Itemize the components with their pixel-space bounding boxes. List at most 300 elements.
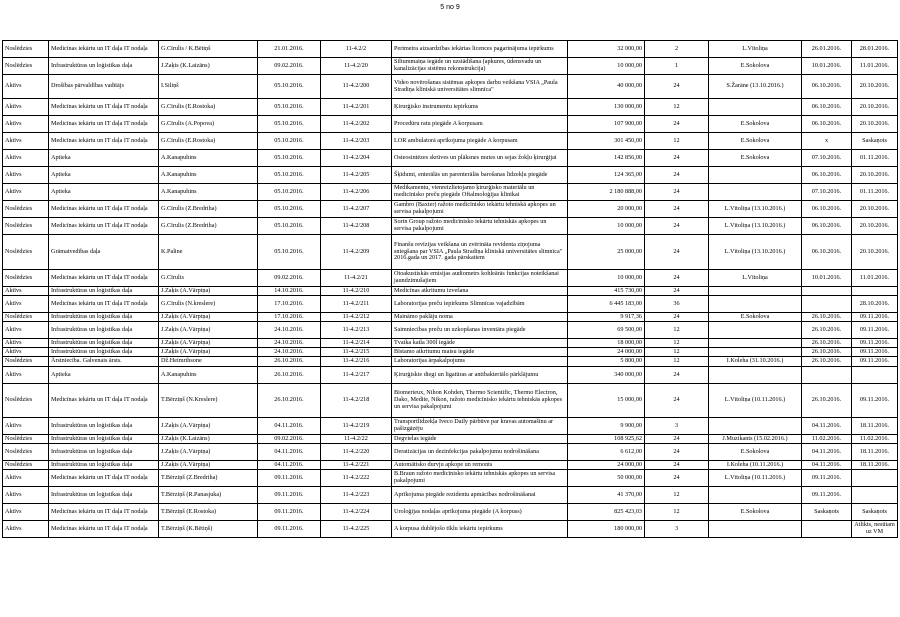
date-sent-cell: 04.11.2016. [802,418,852,435]
reference-number-cell: 11-4.2/217 [321,367,392,384]
department-cell: Medicīnas iekārtu un IT daļa IT nodaļa [49,99,159,116]
table-row [3,58,898,75]
duration-months-cell: 12 [645,348,709,357]
amount-cell: 301 450,00 [568,133,645,150]
duration-months-cell: 24 [645,116,709,133]
reference-number-cell: 11-4.2/214 [321,339,392,348]
date-cell: 05.10.2016. [258,116,321,133]
responsible-person-cell: T.Bērziņš (R.Panasjuka) [159,487,258,504]
amount-cell: 9 917,36 [568,313,645,322]
date-sent-cell: 06.10.2016. [802,218,852,235]
date-cell: 26.10.2016. [258,384,321,418]
status-cell: Aktīvs [3,322,49,339]
duration-months-cell: 12 [645,504,709,521]
procurement-subject-cell: Medicīnas atkritumu izvešana [392,287,568,296]
duration-months-cell: 24 [645,184,709,201]
table-row [3,470,898,487]
assigned-person-cell: E.Sokolova [709,133,802,150]
responsible-person-cell: I.Siliņš [159,75,258,99]
procurement-subject-cell: Biomerieux, Nihon Kohden, Thermo Scientific, Thermo Electron, Dako, Medite, Nikon, ražoto medicīnisko iekārtu tehniskās apkopes un servisa pakalpojumi [392,384,568,418]
date-cell: 09.02.2016. [258,58,321,75]
status-cell: Noslēdzies [3,235,49,270]
amount-cell: 10 000,00 [568,58,645,75]
status-cell: Noslēdzies [3,461,49,470]
assigned-person-cell [709,296,802,313]
date-sent-cell: x [802,133,852,150]
date-sent-cell: 10.01.2016. [802,270,852,287]
duration-months-cell: 36 [645,296,709,313]
status-cell: Aktīvs [3,487,49,504]
procurement-subject-cell: Laboratorijas preču iepirkums Slimnīcas vajadzībām [392,296,568,313]
table-row [3,99,898,116]
duration-months-cell: 24 [645,461,709,470]
date-sent-cell: 06.10.2016. [802,235,852,270]
date-approved-cell: 20.10.2016. [852,201,898,218]
department-cell: Aptieka [49,150,159,167]
date-cell: 05.10.2016. [258,167,321,184]
responsible-person-cell: G.Cīrulis (Z.Bredriha) [159,201,258,218]
responsible-person-cell: J.Zaķis (A.Vārpiņa) [159,313,258,322]
responsible-person-cell: J.Zaķis (K.Laizāns) [159,58,258,75]
table-row [3,339,898,348]
duration-months-cell: 24 [645,435,709,444]
department-cell: Medicīnas iekārtu un IT daļa IT nodaļa [49,116,159,133]
responsible-person-cell: A.Kanapuhins [159,184,258,201]
duration-months-cell: 12 [645,339,709,348]
duration-months-cell: 24 [645,470,709,487]
date-approved-cell: 20.10.2016. [852,167,898,184]
table-row [3,444,898,461]
duration-months-cell: 12 [645,133,709,150]
status-cell: Aktīvs [3,521,49,538]
date-cell: 26.10.2016. [258,357,321,367]
responsible-person-cell: J.Zaķis (A.Vārpiņa) [159,418,258,435]
date-cell: 26.10.2016. [258,367,321,384]
responsible-person-cell: J.Zaķis (A.Vārpiņa) [159,444,258,461]
status-cell: Noslēdzies [3,218,49,235]
amount-cell: 6 445 183,00 [568,296,645,313]
date-approved-cell: 28.10.2016. [852,296,898,313]
status-cell: Aktīvs [3,116,49,133]
reference-number-cell: 11-4.2/206 [321,184,392,201]
status-cell: Noslēdzies [3,357,49,367]
procurement-register-table [2,40,898,538]
reference-number-cell: 11-4.2/201 [321,99,392,116]
responsible-person-cell: A.Kanapuhins [159,167,258,184]
table-row [3,384,898,418]
amount-cell: 40 000,00 [568,75,645,99]
reference-number-cell: 11-4.2/207 [321,201,392,218]
date-approved-cell: 09.11.2016. [852,348,898,357]
procurement-subject-cell: Deratizācijas un dezinfekcijas pakalpojumu nodrošināšana [392,444,568,461]
date-approved-cell: 28.01.2016. [852,41,898,58]
responsible-person-cell: G.Cīrulis (A.Popova) [159,116,258,133]
date-approved-cell: 18.11.2016. [852,418,898,435]
reference-number-cell: 11-4.2/219 [321,418,392,435]
date-approved-cell: 18.11.2016. [852,461,898,470]
date-approved-cell: 01.11.2016. [852,150,898,167]
reference-number-cell: 11-4.2/205 [321,167,392,184]
responsible-person-cell: G.Cīrulis (Z.Bredriha) [159,218,258,235]
date-cell: 09.02.2016. [258,435,321,444]
responsible-person-cell: K.Paline [159,235,258,270]
date-cell: 09.11.2016. [258,504,321,521]
procurement-subject-cell: Maināmo paklāju noma [392,313,568,322]
status-cell: Noslēdzies [3,41,49,58]
date-cell: 05.10.2016. [258,184,321,201]
responsible-person-cell: G.Cīrulis / K.Bētiņš [159,41,258,58]
table-row [3,348,898,357]
assigned-person-cell: J.Muzikants (15.02.2016.) [709,435,802,444]
table-row [3,167,898,184]
date-sent-cell: 09.11.2016. [802,470,852,487]
date-approved-cell [852,470,898,487]
date-approved-cell: Saskaņots [852,504,898,521]
duration-months-cell: 12 [645,322,709,339]
status-cell: Noslēdzies [3,201,49,218]
department-cell: Medicīnas iekārtu un IT daļa IT nodaļa [49,270,159,287]
date-sent-cell: 04.11.2016. [802,461,852,470]
date-cell: 05.10.2016. [258,75,321,99]
table-row [3,313,898,322]
reference-number-cell: 11-4.2/216 [321,357,392,367]
procurement-subject-cell: Video novērošanas sistēmas apkopes darbu veikšana VSIA „Paula Stradiņa klīniskā universitātes slimnīca" [392,75,568,99]
status-cell: Noslēdzies [3,270,49,287]
assigned-person-cell [709,184,802,201]
reference-number-cell: 11-4.2/224 [321,504,392,521]
date-sent-cell: 26.10.2016. [802,384,852,418]
status-cell: Noslēdzies [3,444,49,461]
department-cell: Medicīnas iekārtu un IT daļa IT nodaļa [49,201,159,218]
procurement-subject-cell: Ķirurģisko instrumentu iepirkums [392,99,568,116]
department-cell: Infrastruktūras un loģistikas daļa [49,435,159,444]
date-approved-cell [852,487,898,504]
table-row [3,201,898,218]
assigned-person-cell: E.Sokolova [709,504,802,521]
department-cell: Infrastruktūras un loģistikas daļa [49,58,159,75]
table-row [3,218,898,235]
date-sent-cell: 10.01.2016. [802,58,852,75]
date-sent-cell: 26.10.2016. [802,357,852,367]
amount-cell: 108 925,62 [568,435,645,444]
duration-months-cell: 24 [645,167,709,184]
procurement-subject-cell: Degvielas iegāde [392,435,568,444]
amount-cell: 415 730,00 [568,287,645,296]
table-row [3,116,898,133]
duration-months-cell: 24 [645,270,709,287]
status-cell: Noslēdzies [3,384,49,418]
duration-months-cell: 24 [645,287,709,296]
date-approved-cell: 11.02.2016. [852,435,898,444]
assigned-person-cell: L.Vītoliņa (13.10.2016.) [709,201,802,218]
table-row [3,287,898,296]
date-cell: 09.11.2016. [258,487,321,504]
page-number: 5 no 9 [440,4,460,11]
assigned-person-cell: L.Vītoliņa (13.10.2016.) [709,235,802,270]
responsible-person-cell: J.Zaķis (A.Vārpiņa) [159,287,258,296]
reference-number-cell: 11-4.2/223 [321,487,392,504]
date-approved-cell: 11.01.2016. [852,270,898,287]
amount-cell: 107 900,00 [568,116,645,133]
table-row [3,487,898,504]
amount-cell: 5 800,00 [568,357,645,367]
duration-months-cell: 2 [645,41,709,58]
status-cell: Aktīvs [3,339,49,348]
department-cell: Medicīnas iekārtu un IT daļa IT nodaļa [49,521,159,538]
date-sent-cell [802,287,852,296]
department-cell: Medicīnas iekārtu un IT daļa IT nodaļa [49,384,159,418]
department-cell: Ārstniecība. Galvenais ārsts. [49,357,159,367]
procurement-subject-cell: Automātisko durvju apkope un remonts [392,461,568,470]
responsible-person-cell: G.Cīrulis (E.Rostoka) [159,133,258,150]
procurement-subject-cell: Siltummaiņa iegāde un uzstādīšana (apkures, ūdensvadu un kanalizācijas sistēmu rekonstrukcija) [392,58,568,75]
reference-number-cell: 11-4.2/212 [321,313,392,322]
date-sent-cell: 06.10.2016. [802,167,852,184]
date-cell: 09.11.2016. [258,521,321,538]
duration-months-cell: 3 [645,418,709,435]
procurement-subject-cell: Perimetra aizsardzības iekārtas licences pagarinājuma iepirkums [392,41,568,58]
department-cell: Infrastruktūras un loģistikas daļa [49,418,159,435]
reference-number-cell: 11-4.2/220 [321,444,392,461]
responsible-person-cell: J.Zaķis (A.Vārpiņa) [159,339,258,348]
responsible-person-cell: J.Zaķis (A.Vārpiņa) [159,348,258,357]
status-cell: Aktīvs [3,296,49,313]
status-cell: Aktīvs [3,470,49,487]
assigned-person-cell: S.Žarāne (13.10.2016.) [709,75,802,99]
duration-months-cell: 24 [645,444,709,461]
assigned-person-cell [709,487,802,504]
date-cell: 05.10.2016. [258,150,321,167]
amount-cell: 10 000,00 [568,270,645,287]
date-sent-cell: 07.10.2016. [802,184,852,201]
reference-number-cell: 11-4.2/211 [321,296,392,313]
duration-months-cell: 12 [645,357,709,367]
reference-number-cell: 11-4.2/208 [321,218,392,235]
amount-cell: 25 000,00 [568,235,645,270]
status-cell: Noslēdzies [3,313,49,322]
date-sent-cell: 06.10.2016. [802,99,852,116]
department-cell: Infrastruktūras un loģistikas daļa [49,339,159,348]
date-sent-cell: 06.10.2016. [802,201,852,218]
date-sent-cell: 26.01.2016. [802,41,852,58]
department-cell: Medicīnas iekārtu un IT daļa IT nodaļa [49,296,159,313]
duration-months-cell: 24 [645,75,709,99]
amount-cell: 32 000,00 [568,41,645,58]
department-cell: Infrastruktūras un loģistikas daļa [49,461,159,470]
status-cell: Aktīvs [3,504,49,521]
duration-months-cell: 24 [645,235,709,270]
date-approved-cell [852,367,898,384]
reference-number-cell: 11-4.2/200 [321,75,392,99]
duration-months-cell: 24 [645,384,709,418]
table-row [3,270,898,287]
status-cell: Aktīvs [3,367,49,384]
procurement-subject-cell: Finanšu revīzijas veikšana un zvērināta revidenta ziņojuma sniegšana par VSIA „Paula Stradiņa klīniskā universitātes slimnīca" 2016.gada un 2017. gada pārskatiem [392,235,568,270]
reference-number-cell: 11-4.2/204 [321,150,392,167]
date-cell: 05.10.2016. [258,201,321,218]
department-cell: Aptieka [49,167,159,184]
procurement-subject-cell: Bīstamo atkritumu maisu iegāde [392,348,568,357]
department-cell: Drošības pārvaldības vadītājs [49,75,159,99]
assigned-person-cell [709,167,802,184]
duration-months-cell: 24 [645,201,709,218]
reference-number-cell: 11-4.2/221 [321,461,392,470]
assigned-person-cell [709,322,802,339]
date-cell: 24.10.2016. [258,348,321,357]
amount-cell: 142 856,00 [568,150,645,167]
procurement-subject-cell: Saimniecības preču un uzkopšanas inventāra piegāde [392,322,568,339]
date-cell: 04.11.2016. [258,461,321,470]
date-cell: 05.10.2016. [258,133,321,150]
reference-number-cell: 11-4.2/2 [321,41,392,58]
procurement-subject-cell: Laboratorijas ārpakalpojums [392,357,568,367]
responsible-person-cell: J.Zaķis (A.Vārpiņa) [159,322,258,339]
date-cell: 04.11.2016. [258,418,321,435]
assigned-person-cell: L.Vītoliņa (10.11.2016.) [709,384,802,418]
date-approved-cell [852,287,898,296]
responsible-person-cell: T.Bērziņš (E.Rostoka) [159,504,258,521]
table-row [3,367,898,384]
table-row [3,357,898,367]
assigned-person-cell: E.Sokolova [709,313,802,322]
table-row [3,418,898,435]
date-sent-cell: 09.11.2016. [802,487,852,504]
assigned-person-cell: L.Vītoliņa (13.10.2016.) [709,218,802,235]
amount-cell: 50 000,00 [568,470,645,487]
table-row [3,75,898,99]
date-sent-cell [802,367,852,384]
assigned-person-cell: E.Sokolova [709,58,802,75]
department-cell: Aptieka [49,367,159,384]
table-row [3,235,898,270]
date-approved-cell: 20.10.2016. [852,235,898,270]
assigned-person-cell [709,348,802,357]
department-cell: Medicīnas iekārtu un IT daļa IT nodaļa [49,504,159,521]
table-row [3,461,898,470]
procurement-subject-cell: Otoakustiskās emisijas audiometrs kohleārās funkcijas noteikšanai jaundzimušajiem [392,270,568,287]
status-cell: Aktīvs [3,287,49,296]
duration-months-cell: 3 [645,521,709,538]
date-sent-cell [802,296,852,313]
date-sent-cell: 26.10.2016. [802,348,852,357]
table-row [3,41,898,58]
date-sent-cell: 26.10.2016. [802,313,852,322]
amount-cell: 825 423,03 [568,504,645,521]
procurement-subject-cell: B.Braun ražoto medicīnisko iekārtu tehniskās apkopes un servisa pakalpojumi [392,470,568,487]
reference-number-cell: 11-4.2/21 [321,270,392,287]
responsible-person-cell: J.Zaķis (A.Vārpiņa) [159,461,258,470]
date-approved-cell: 20.10.2016. [852,99,898,116]
table-row [3,322,898,339]
status-cell: Aktīvs [3,418,49,435]
amount-cell: 124 365,00 [568,167,645,184]
department-cell: Infrastruktūras un loģistikas daļa [49,444,159,461]
date-cell: 05.10.2016. [258,99,321,116]
reference-number-cell: 11-4.2/213 [321,322,392,339]
procurement-subject-cell: Šķīdumi, enterālās un parenterālās barošanas līdzekļu piegāde [392,167,568,184]
assigned-person-cell [709,339,802,348]
procurement-subject-cell: Sorin Group ražoto medicīnisko iekārtu tehniskās apkopes un servisa pakalpojumi [392,218,568,235]
department-cell: Infrastruktūras un loģistikas daļa [49,287,159,296]
amount-cell: 18 000,00 [568,339,645,348]
amount-cell: 10 000,00 [568,218,645,235]
status-cell: Aktīvs [3,75,49,99]
status-cell: Aktīvs [3,133,49,150]
amount-cell: 2 180 888,00 [568,184,645,201]
reference-number-cell: 11-4.2/209 [321,235,392,270]
responsible-person-cell: T.Bērziņš (Z.Bredriha) [159,470,258,487]
duration-months-cell: 24 [645,313,709,322]
date-approved-cell: 20.10.2016. [852,75,898,99]
date-sent-cell: 26.10.2016. [802,322,852,339]
table-row [3,184,898,201]
date-cell: 09.02.2016. [258,270,321,287]
department-cell: Infrastruktūras un loģistikas daļa [49,348,159,357]
status-cell: Noslēdzies [3,435,49,444]
department-cell: Medicīnas iekārtu un IT daļa IT nodaļa [49,470,159,487]
status-cell: Aktīvs [3,348,49,357]
date-approved-cell: Atlikts, nesūtam uz VM [852,521,898,538]
responsible-person-cell: Dž.Heimrihsone [159,357,258,367]
amount-cell: 20 000,00 [568,201,645,218]
procurement-subject-cell: Gambro (Baxter) ražoto medicīnisko iekārtu tehniskā apkopes un servisa pakalpojumi [392,201,568,218]
date-approved-cell: 20.10.2016. [852,218,898,235]
assigned-person-cell [709,287,802,296]
assigned-person-cell: E.Sokolova [709,150,802,167]
date-approved-cell: 01.11.2016. [852,184,898,201]
procurement-subject-cell: LOR ambulatorā aprīkojuma piegāde A korpusam [392,133,568,150]
status-cell: Aktīvs [3,167,49,184]
date-approved-cell: 18.11.2016. [852,444,898,461]
reference-number-cell: 11-4.2/20 [321,58,392,75]
amount-cell: 6 612,00 [568,444,645,461]
procurement-subject-cell: Tvaika katla 300l iegāde [392,339,568,348]
date-approved-cell: 11.01.2016. [852,58,898,75]
date-approved-cell: 09.11.2016. [852,357,898,367]
assigned-person-cell [709,418,802,435]
procurement-subject-cell: A korpusa dublējošo tīklu iekārtu iepirkums [392,521,568,538]
assigned-person-cell: E.Sokolova [709,116,802,133]
duration-months-cell: 24 [645,218,709,235]
status-cell: Aktīvs [3,150,49,167]
duration-months-cell: 24 [645,150,709,167]
date-sent-cell: 11.02.2016. [802,435,852,444]
table-row [3,504,898,521]
date-cell: 17.10.2016. [258,313,321,322]
date-approved-cell: 09.11.2016. [852,322,898,339]
date-cell: 05.10.2016. [258,235,321,270]
procurement-subject-cell: Procedūru ratu piegāde A korpusam [392,116,568,133]
assigned-person-cell: I.Koleha (10.11.2016.) [709,461,802,470]
amount-cell: 15 000,00 [568,384,645,418]
duration-months-cell: 12 [645,99,709,116]
status-cell: Noslēdzies [3,58,49,75]
responsible-person-cell: A.Kanapuhins [159,150,258,167]
date-cell: 21.01.2016. [258,41,321,58]
responsible-person-cell: T.Bērziņš (K.Bētiņš) [159,521,258,538]
department-cell: Medicīnas iekārtu un IT daļa IT nodaļa [49,218,159,235]
assigned-person-cell: E.Sokolova [709,444,802,461]
date-approved-cell: 09.11.2016. [852,384,898,418]
date-sent-cell: 26.10.2016. [802,339,852,348]
reference-number-cell: 11-4.2/203 [321,133,392,150]
reference-number-cell: 11-4.2/22 [321,435,392,444]
reference-number-cell: 11-4.2/218 [321,384,392,418]
assigned-person-cell: L.Vītoliņa [709,270,802,287]
assigned-person-cell [709,99,802,116]
amount-cell: 24 000,00 [568,461,645,470]
date-approved-cell: 09.11.2016. [852,339,898,348]
